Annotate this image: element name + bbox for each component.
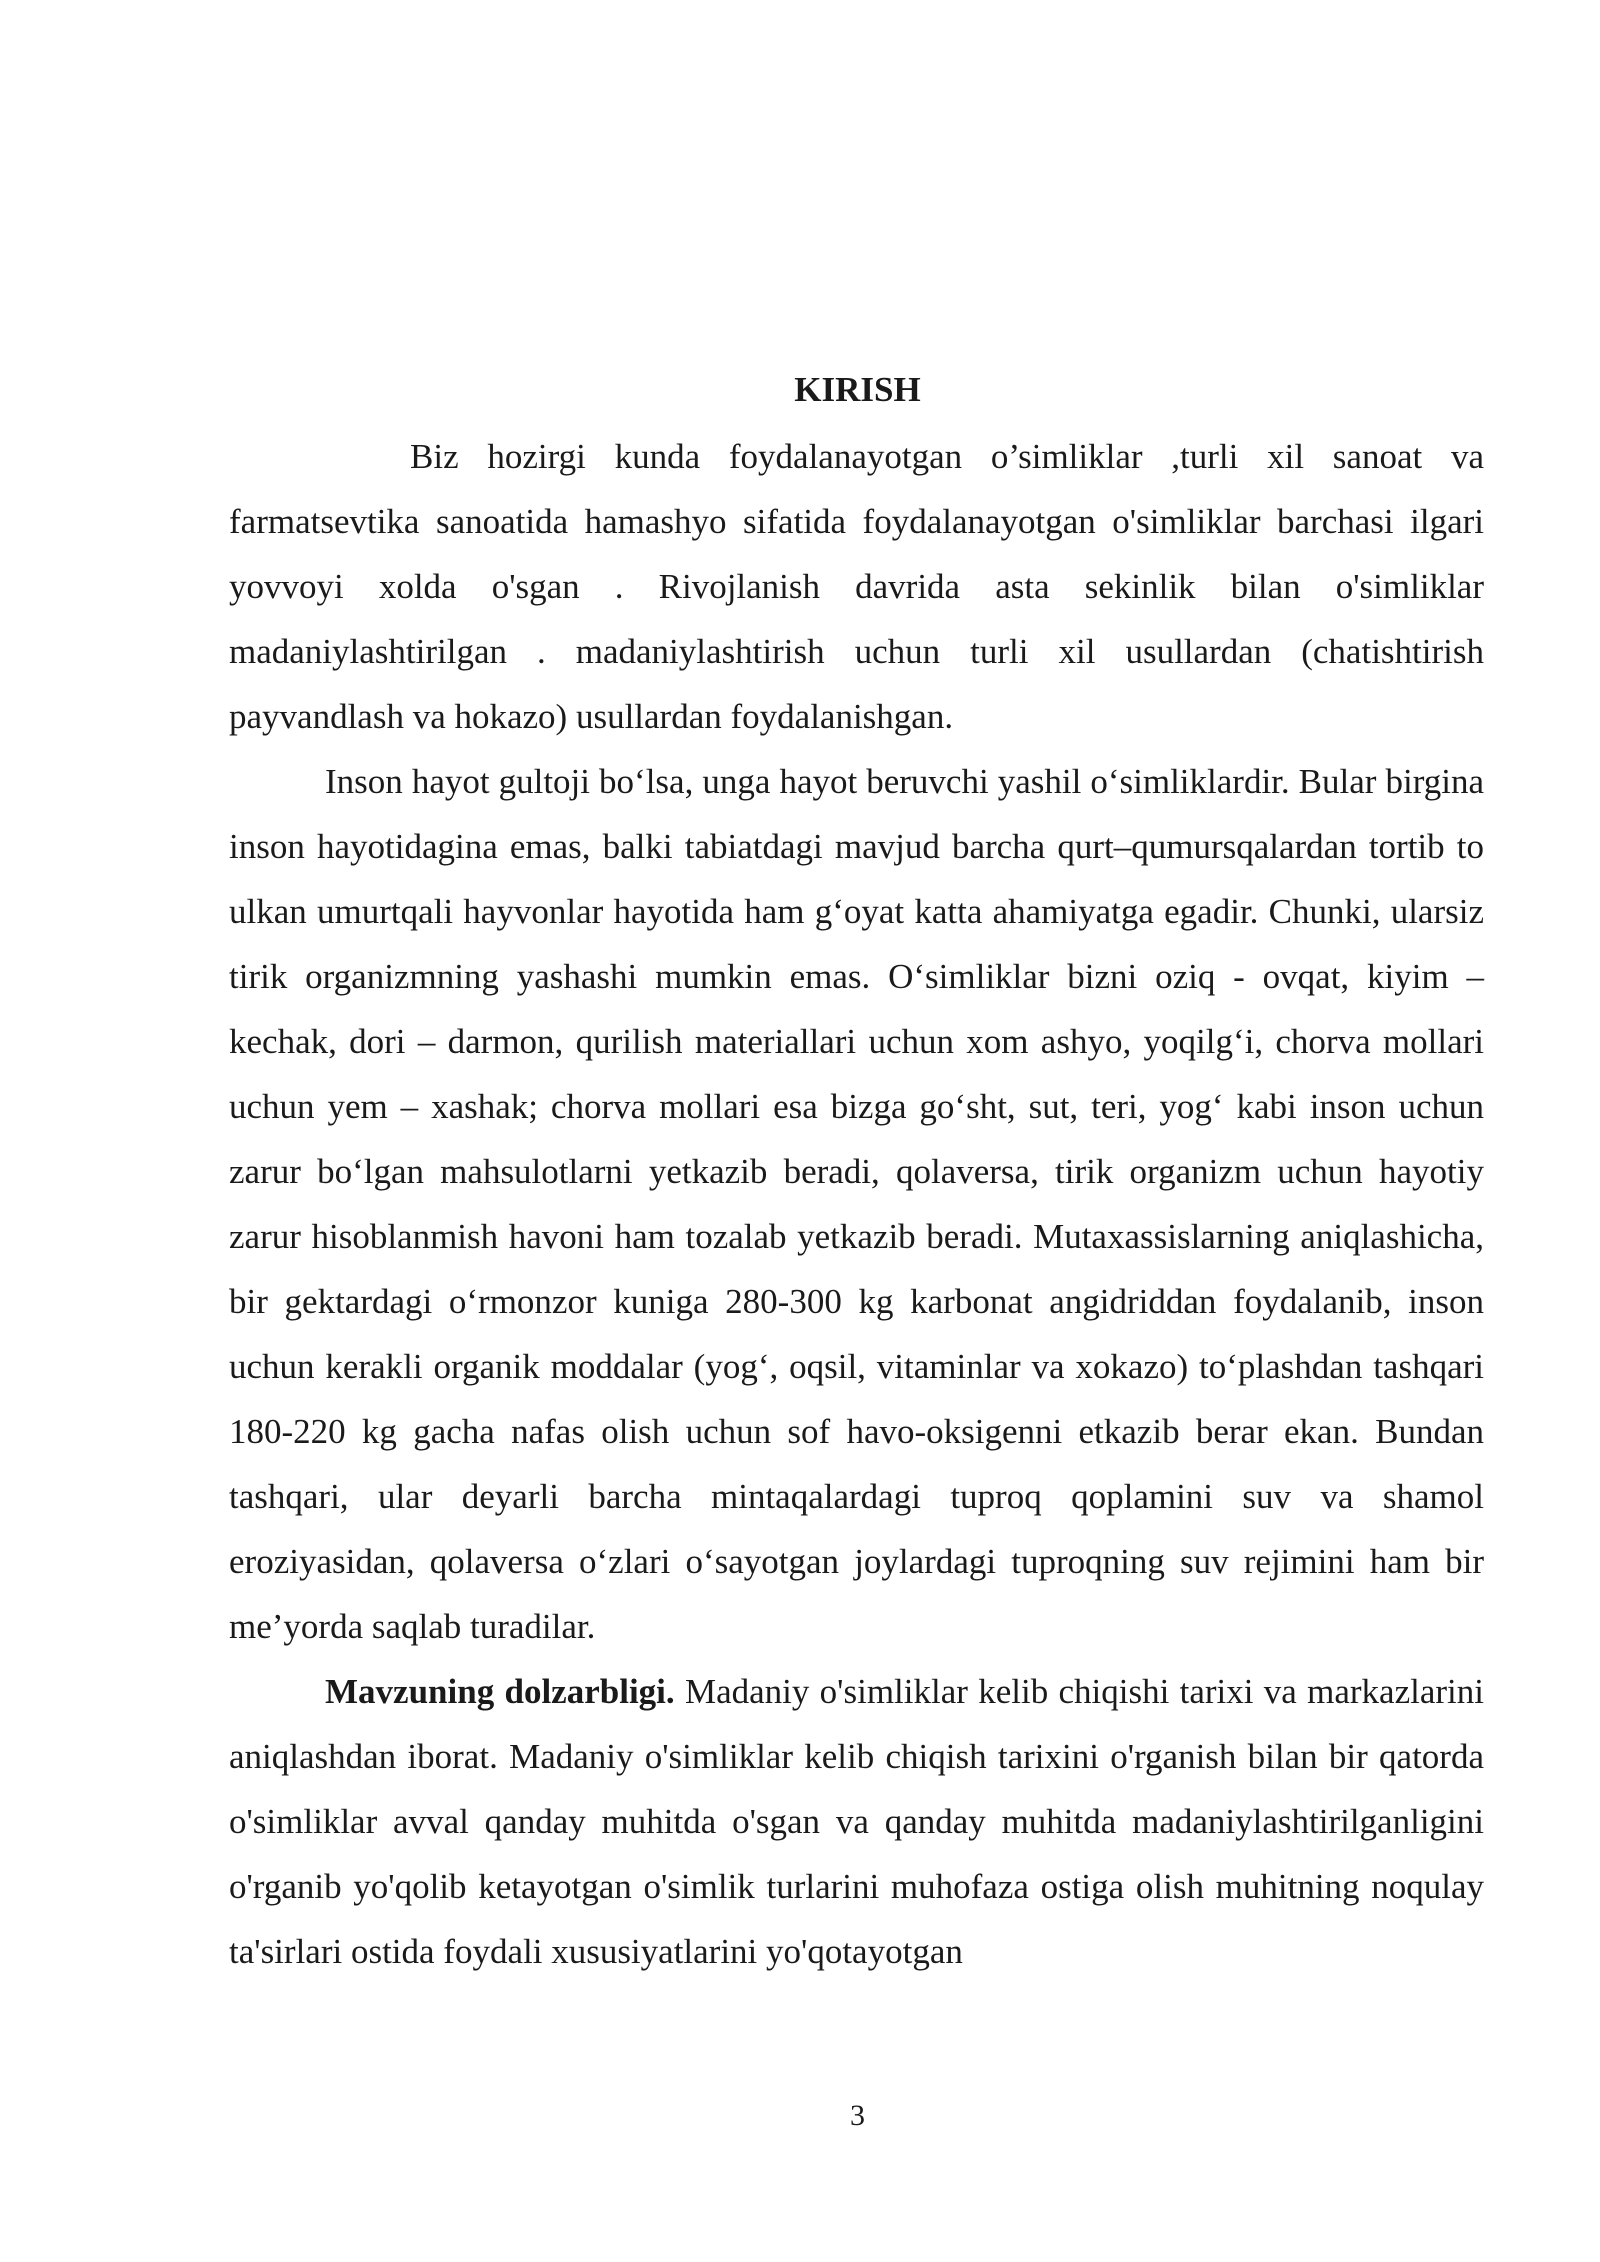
paragraph-text: Madaniy o'simliklar kelib chiqishi tarixi va markazlarini aniqlashdan iborat. Madaniy o'simliklar kelib chiqish tarixini o'rganish bilan bir qatorda o'simliklar avval qanday muhitda o'sgan va qanday muhitda madaniylashtirilganligini o'rganib yo'qolib ketayotgan o'simlik turlarini muhofaza ostiga olish muhitning noqulay ta'sirlari ostida foydali xususiyatlarini yo'qotayotgan — [229, 1672, 1484, 1971]
section-heading: KIRISH — [794, 370, 921, 409]
paragraph-relevance — [229, 1659, 1484, 1984]
paragraph-text: Biz hozirgi kunda foydalanayotgan o’simliklar ,turli xil sanoat va farmatsevtika sanoatida hamashyo sifatida foydalanayotgan o'simliklar barchasi ilgari yovvoyi xolda o'sgan . Rivojlanish davrida asta sekinlik bilan o'simliklar madaniylashtirilgan . madaniylashtirish uchun turli xil usullardan (chatishtirish payvandlash va hokazo) usullardan foydalanishgan. — [229, 437, 1484, 736]
paragraph-text: Inson hayot gultoji bo‘lsa, unga hayot beruvchi yashil o‘simliklardir. Bular birgina inson hayotidagina emas, balki tabiatdagi mavjud barcha qurt–qumursqalardan tortib to ulkan umurtqali hayvonlar hayotida ham g‘oyat katta ahamiyatga egadir. Chunki, ularsiz tirik organizmning yashashi mumkin emas. O‘simliklar bizni oziq - ovqat, kiyim – kechak, dori – darmon, qurilish materiallari uchun xom ashyo, yoqilg‘i, chorva mollari uchun yem – xashak; chorva mollari esa bizga go‘sht, sut, teri, yog‘ kabi inson uchun zarur bo‘lgan mahsulotlarni yetkazib beradi, qolaversa, tirik organizm uchun hayotiy zarur hisoblanmish havoni ham tozalab yetkazib beradi. Mutaxassislarning aniqlashicha, bir gektardagi o‘rmonzor kuniga 280-300 kg karbonat angidriddan foydalanib, inson uchun kerakli organik moddalar (yog‘, oqsil, vitaminlar va xokazo) to‘plashdan tashqari 180-220 kg gacha nafas olish uchun sof havo-oksigenni etkazib berar ekan. Bundan tashqari, ular deyarli barcha mintaqalardagi tuproq qoplamini suv va shamol eroziyasidan, qolaversa o‘zlari o‘sayotgan joylardagi tuproqning suv rejimini ham bir me’yorda saqlab turadilar. — [229, 762, 1484, 1646]
page-number: 3 — [850, 2099, 865, 2132]
body-text — [229, 424, 1484, 1984]
paragraph-lead: Mavzuning dolzarbligi. — [325, 1672, 675, 1711]
paragraph-intro — [229, 424, 1484, 749]
paragraph-plants-importance — [229, 749, 1484, 1659]
